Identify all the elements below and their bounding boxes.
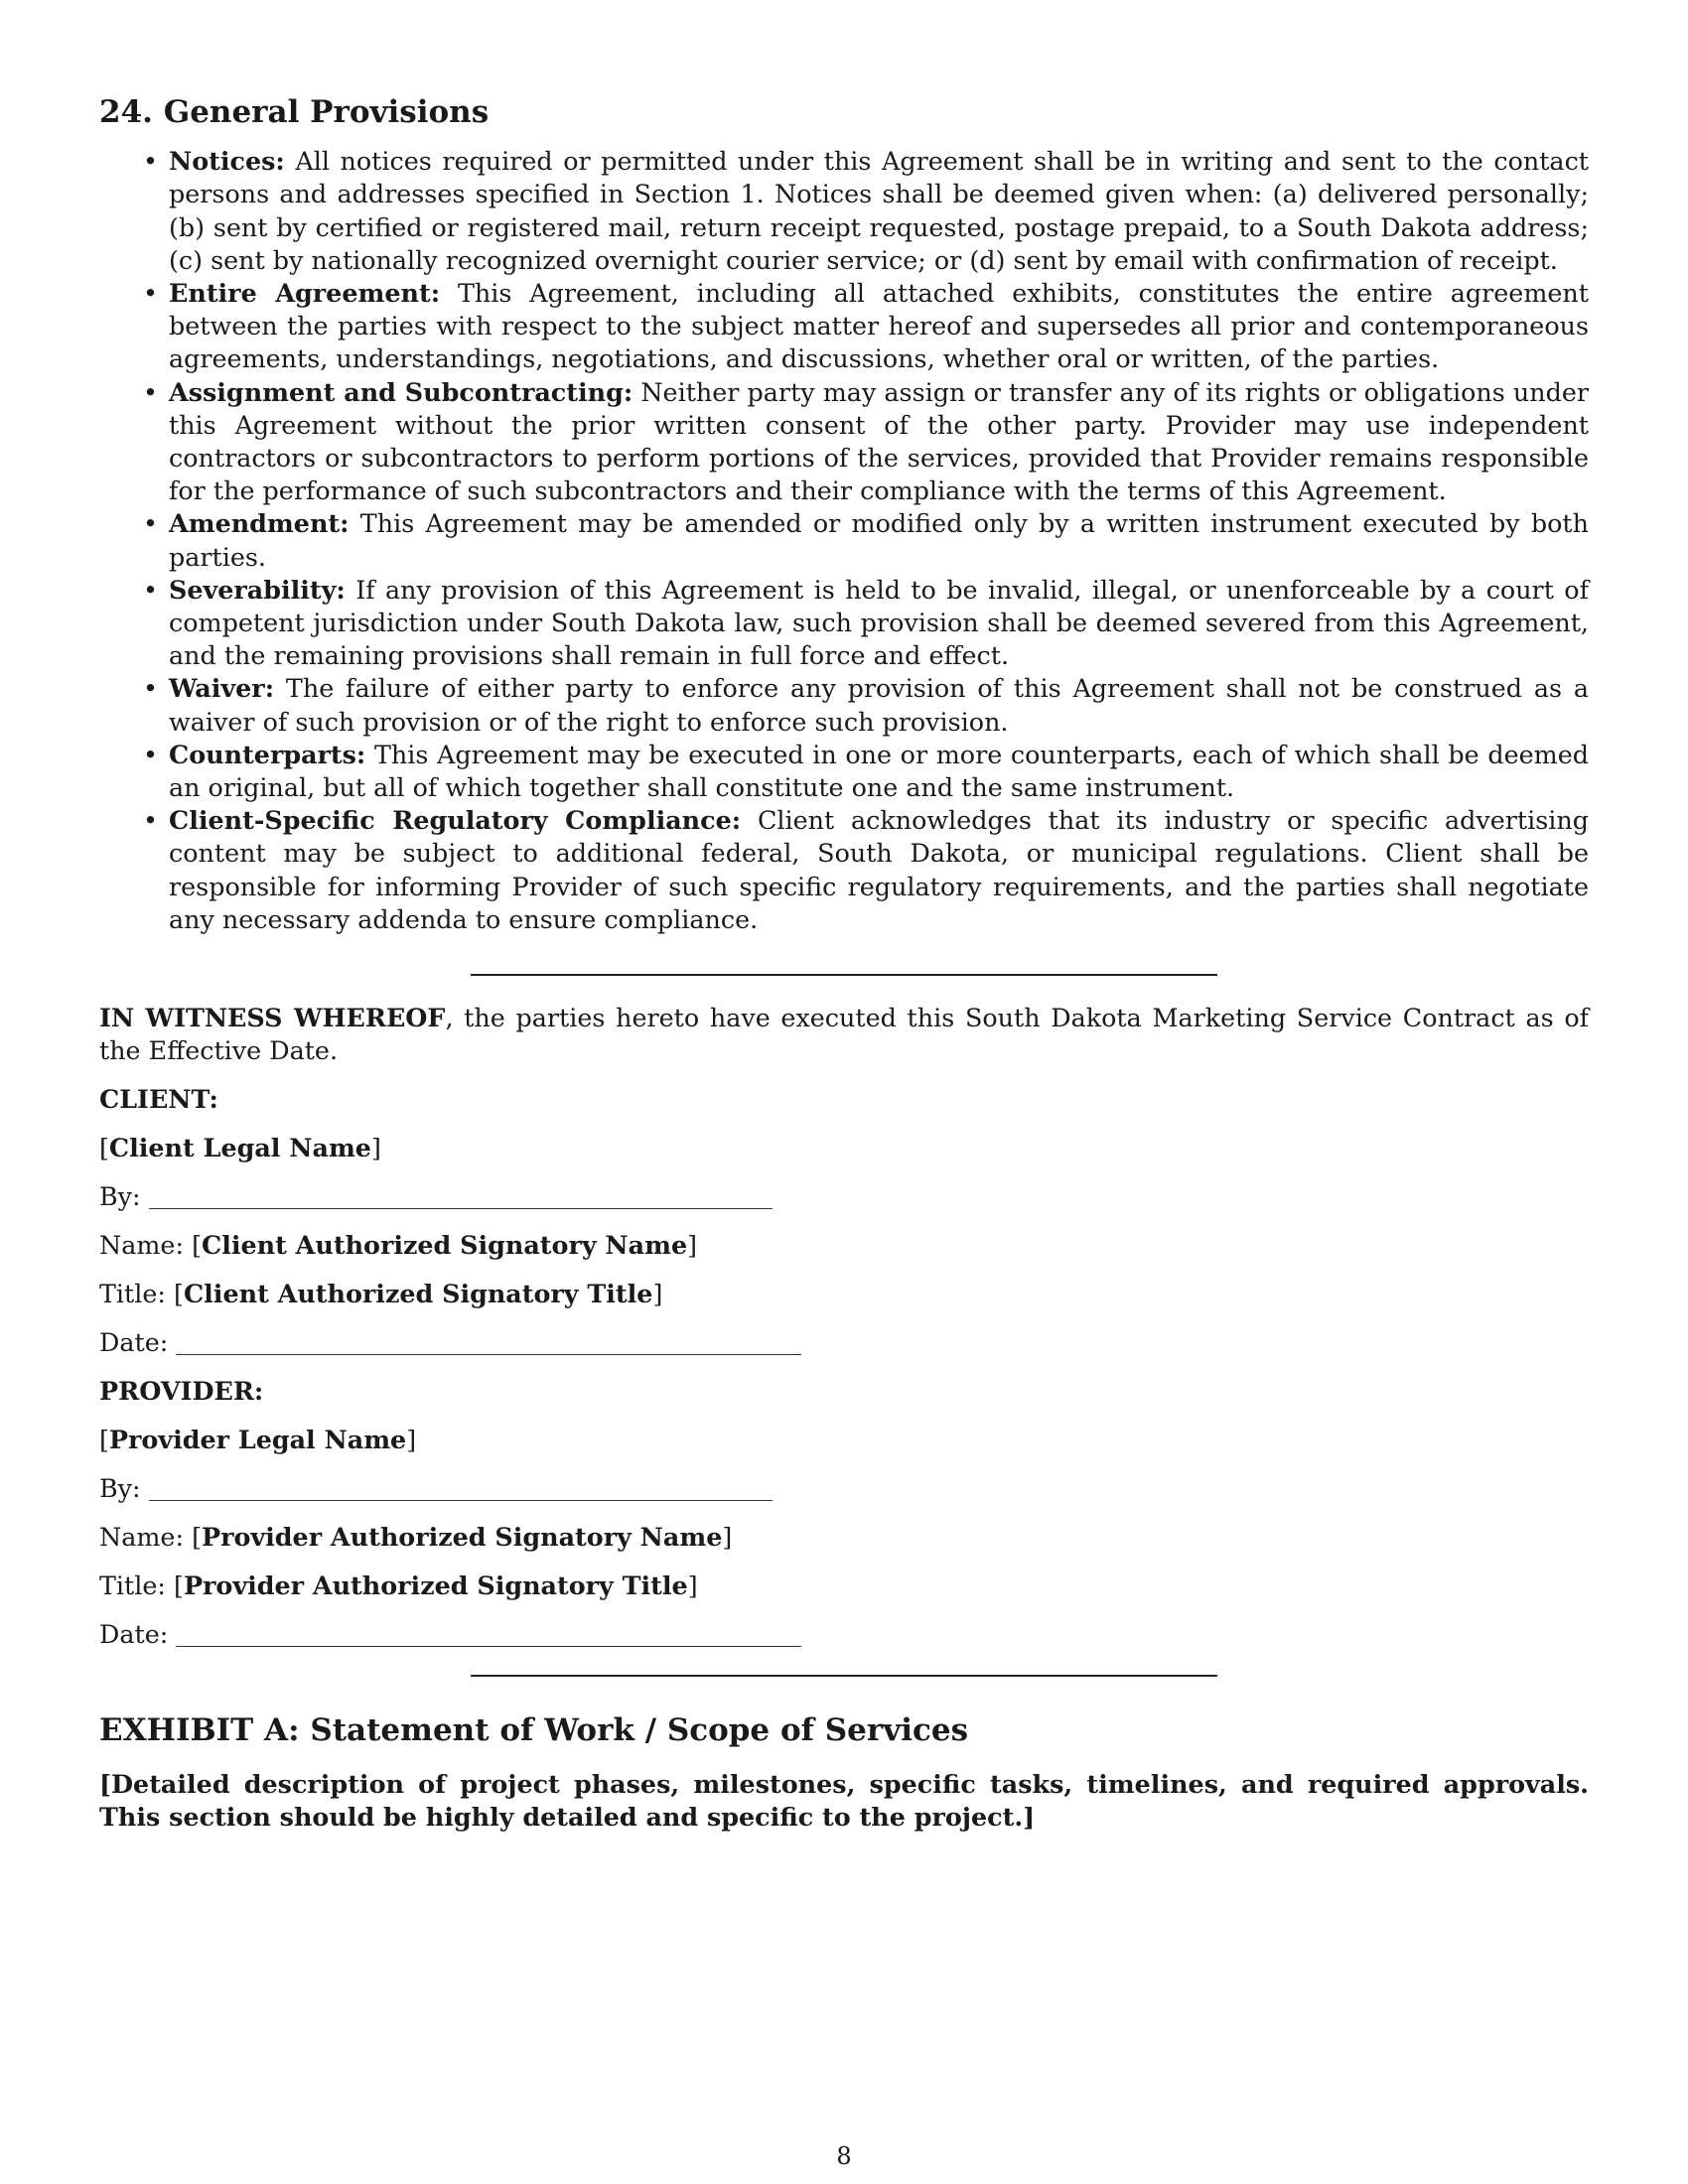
bullet-icon: • xyxy=(143,673,158,704)
provider-by-label: By: xyxy=(99,1473,141,1504)
provider-date-blank[interactable] xyxy=(176,1645,801,1647)
provider-signatory-title: Provider Authorized Signatory Title xyxy=(183,1570,688,1601)
provision-text: This Agreement may be executed in one or more counterparts, each of which shall be deemed an original, but all of which together shall constitute one and the same instrument. xyxy=(169,739,1589,803)
provision-text: Neither party may assign or transfer any of its rights or obligations under this Agreement without the prior written consent of the other party. Provider may use independent contractors or subcontractors to perform portions of the services, provided that Provider remains responsible for the performance of such subcontractors and their compliance with the terms of this Agreement. xyxy=(169,376,1589,506)
bullet-icon: • xyxy=(143,508,158,539)
bullet-icon: • xyxy=(143,146,158,177)
list-item xyxy=(143,672,1589,738)
client-title-label: Title: xyxy=(99,1279,166,1309)
provider-date-label: Date: xyxy=(99,1619,169,1650)
list-item xyxy=(143,376,1589,508)
provider-legal-name: Provider Legal Name xyxy=(108,1425,407,1455)
provider-legal-name-line: [Provider Legal Name] xyxy=(99,1425,417,1455)
exhibit-description-text: Detailed description of project phases, milestones, specific tasks, timelines, and required approvals. This section should be highly detailed and specific to the project. xyxy=(99,1768,1589,1832)
provision-title: Amendment: xyxy=(169,508,350,539)
list-item xyxy=(143,804,1590,936)
bullet-icon: • xyxy=(143,376,158,407)
client-signatory-title: Client Authorized Signatory Title xyxy=(183,1279,653,1309)
bullet-icon: • xyxy=(143,278,158,308)
provider-signature-blank[interactable] xyxy=(149,1499,773,1501)
client-name-line: Name: [Client Authorized Signatory Name] xyxy=(99,1230,698,1261)
client-by-line xyxy=(99,1180,1589,1213)
provision-title: Notices: xyxy=(169,146,285,177)
provider-signatory-name: Provider Authorized Signatory Name xyxy=(202,1522,723,1553)
client-legal-name: Client Legal Name xyxy=(108,1133,371,1163)
client-date-line xyxy=(99,1326,1589,1359)
provider-label: PROVIDER: xyxy=(99,1376,264,1407)
provision-title: Client-Specific Regulatory Compliance: xyxy=(169,805,742,836)
provider-title-line: Title: [Provider Authorized Signatory Title] xyxy=(99,1570,698,1601)
client-title-line: Title: [Client Authorized Signatory Title] xyxy=(99,1279,663,1309)
client-signatory-name: Client Authorized Signatory Name xyxy=(202,1230,688,1261)
page-number: 8 xyxy=(836,2142,852,2170)
client-date-blank[interactable] xyxy=(176,1353,801,1355)
provision-text: This Agreement may be amended or modified only by a written instrument executed by both parties. xyxy=(169,508,1589,572)
provision-title: Waiver: xyxy=(169,673,275,704)
provision-text: This Agreement, including all attached exhibits, constitutes the entire agreement between the parties with respect to the subject matter hereof and supersedes all prior and contemporaneous agreements, understandings, negotiations, and discussions, whether oral or written, of the parties. xyxy=(169,278,1589,374)
provisions-list xyxy=(99,145,1589,936)
exhibit-heading: EXHIBIT A: Statement of Work / Scope of Services xyxy=(99,1712,969,1749)
list-item xyxy=(143,507,1589,573)
provision-text: All notices required or permitted under this Agreement shall be in writing and sent to the contact persons and addresses specified in Section 1. Notices shall be deemed given when: (a) delivered personally; (b) sent by certified or registered mail, return receipt requested, postage prepaid, to a South Dakota address; (c) sent by nationally recognized overnight courier service; or (d) sent by email with confirmation of receipt. xyxy=(169,146,1589,275)
witness-clause xyxy=(99,1002,1589,1067)
client-label: CLIENT: xyxy=(99,1084,218,1115)
bullet-icon: • xyxy=(143,805,158,836)
client-date-label: Date: xyxy=(99,1327,169,1358)
provider-name-label: Name: xyxy=(99,1522,185,1553)
provision-title: Severability: xyxy=(169,574,346,605)
witness-text: , the parties hereto have executed this South Dakota Marketing Service Contract as of the Effective Date. xyxy=(99,1003,1589,1066)
provision-text: The failure of either party to enforce any provision of this Agreement shall not be construed as a waiver of such provision or of the right to enforce such provision. xyxy=(169,673,1589,737)
witness-lead: IN WITNESS WHEREOF xyxy=(99,1003,446,1033)
provision-title: Entire Agreement: xyxy=(169,278,441,308)
bullet-icon: • xyxy=(143,739,158,769)
provision-text: Client acknowledges that its industry or specific advertising content may be subject to additional federal, South Dakota, or municipal regulations. Client shall be responsible for informing Provider of such specific regulatory requirements, and the parties shall negotiate any necessary addenda to ensure compliance. xyxy=(169,805,1590,934)
bullet-icon: • xyxy=(143,574,158,605)
client-by-label: By: xyxy=(99,1181,141,1212)
horizontal-rule xyxy=(471,1675,1217,1677)
list-item xyxy=(143,739,1589,804)
provider-date-line xyxy=(99,1618,1589,1651)
exhibit-description: [Detailed description of project phases, milestones, specific tasks, timelines, and required approvals. This section should be highly detailed and specific to the project.] xyxy=(99,1768,1589,1832)
client-signature-blank[interactable] xyxy=(149,1207,773,1209)
provision-title: Assignment and Subcontracting: xyxy=(169,376,633,407)
provider-title-label: Title: xyxy=(99,1570,166,1601)
provider-by-line xyxy=(99,1472,1589,1505)
list-item xyxy=(143,145,1589,277)
provider-name-line: Name: [Provider Authorized Signatory Name] xyxy=(99,1522,733,1553)
section-heading: 24. General Provisions xyxy=(99,94,490,130)
list-item xyxy=(143,277,1589,376)
client-legal-name-line: [Client Legal Name] xyxy=(99,1133,381,1163)
document-page xyxy=(99,94,1589,1834)
horizontal-rule xyxy=(471,974,1217,976)
client-name-label: Name: xyxy=(99,1230,185,1261)
provision-text: If any provision of this Agreement is held to be invalid, illegal, or unenforceable by a court of competent jurisdiction under South Dakota law, such provision shall be deemed severed from this Agreement, and the remaining provisions shall remain in full force and effect. xyxy=(169,574,1589,671)
provision-title: Counterparts: xyxy=(169,739,366,769)
list-item xyxy=(143,574,1589,673)
